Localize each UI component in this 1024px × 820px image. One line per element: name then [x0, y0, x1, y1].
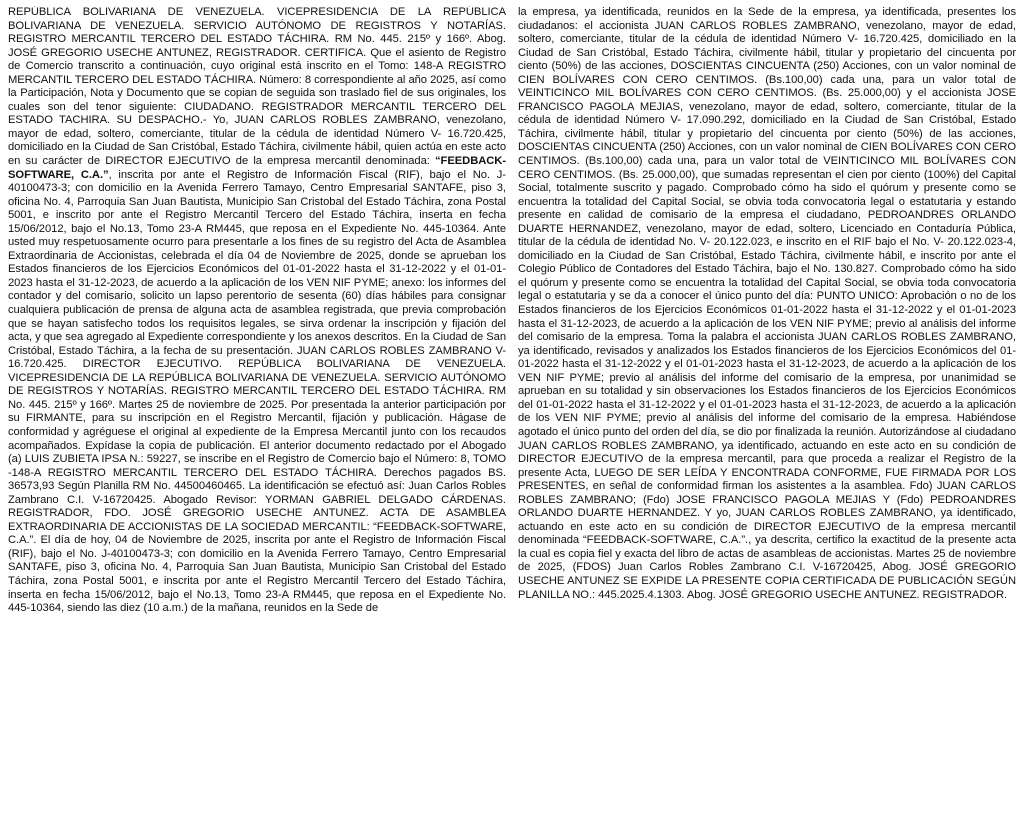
- left-column: [8, 6, 506, 816]
- notice-columns: [8, 6, 1016, 816]
- right-column-text: la empresa, ya identificada, reunidos en la Sede de la empresa, ya identificada, presentes los ciudadanos: el accionista JUAN CARLOS ROBLES ZAMBRANO, venezolano, mayor de edad, soltero, comerciante, titular de la cédula de identidad Número V- 16.720.425, domiciliado en la Ciudad de San Cristóbal, Estado Táchira, civilmente hábil, titular y propietario del cincuenta por ciento (50%) de las acciones, DOSCIENTAS CINCUENTA (250) Acciones, con un valor nominal de CIEN BOLÍVARES CON CERO CENTIMOS. (Bs.100,00) cada una, para un valor total de VEINTICINCO MIL BOLÍVARES CON CERO CENTIMOS. (Bs. 25.000,00) y el accionista JOSE FRANCISCO PAGOLA MEJIAS, venezolano, mayor de edad, soltero, comerciante, titular de la cédula de identidad Número V- 17.090.292, domiciliado en la Ciudad de San Cristóbal, Estado Táchira, civilmente hábil, titular y propietario del cincuenta por ciento (50%) de las acciones, DOSCIENTAS CINCUENTA (250) Acciones, con un valor nominal de CIEN BOLÍVARES CON CERO CENTIMOS. (Bs.100,00) cada una, para un valor total de VEINTICINCO MIL BOLÍVARES CON CERO CENTIMOS. (Bs. 25.000,00), que sumadas representan el cien por ciento (100%) del Capital Social, totalmente suscrito y pagado. Comprobado cómo ha sido el quórum y presente como se encuentra la totalidad del Capital Social, se obvia toda convocatoria legal o estatutaria y estando presente en calidad de comisario de la empresa el ciudadano, PEDROANDRES ORLANDO DUARTE HERNANDEZ, venezolano, mayor de edad, soltero, Licenciado en Contaduría Pública, titular de la cédula de identidad No. V- 20.122.023, e inscrito en el RIF bajo el No. V- 20.122.023-4, domiciliado en la Ciudad de San Cristóbal, Estado Táchira, civilmente hábil, e inscrito por ante el Colegio Público de Contadores del Estado Táchira, bajo el No. 130.827. Comprobado cómo ha sido el quórum y presente como se encuentra la totalidad del Capital Social, se obvia toda convocatoria legal o estatutaria y se da a conocer el único punto del día: PUNTO UNICO: Aprobación o no de los Estados financieros de los Ejercicios Económicos 01-01-2022 hasta el 31-12-2022 y el 01-01-2023 hasta el 31-12-2023, de acuerdo a la aplicación de los VEN NIF PYME; previo al análisis del informe del comisario de la empresa. Toma la palabra el accionista JUAN CARLOS ROBLES ZAMBRANO, ya identificado, revisados y analizados los Estados financieros de los Ejercicios Económicos del 01-01-2022 hasta el 31-12-2022 y el 01-01-2023 hasta el 31-12-2023, de acuerdo a la aplicación de los VEN NIF PYME; previo al análisis del informe del comisario de la empresa, por unanimidad se aprueban en su totalidad y sin observaciones los Estados financieros de los Ejercicios Económicos del 01-01-2022 hasta el 31-12-2022 y el 01-01-2023 hasta el 31-12-2023, de acuerdo a la aplicación de los VEN NIF PYME; previo al análisis del informe del comisario de la empresa. Habiéndose agotado el único punto del orden del día, se dio por finalizada la reunión. Autorizándose al ciudadano JUAN CARLOS ROBLES ZAMBRANO, ya identificado, actuando en este acto en su condición de DIRECTOR EJECUTIVO de la empresa mercantil, para que proceda a realizar el Registro de la presente Acta, LUEGO DE SER LEÍDA Y ENCONTRADA CONFORME, FUE FIRMADA POR LOS PRESENTES, en señal de conformidad firman los asistentes a la asamblea. Fdo) JUAN CARLOS ROBLES ZAMBRANO; (Fdo) JOSE FRANCISCO PAGOLA MEJIAS Y (Fdo) PEDROANDRES ORLANDO DUARTE HERNANDEZ. Y yo, JUAN CARLOS ROBLES ZAMBRANO, ya identificado, actuando en este acto en su condición de DIRECTOR EJECUTIVO de la empresa mercantil denominada “FEEDBACK-SOFTWARE, C.A.”., ya descrita, certifico la exactitud de la presente acta la cual es copia fiel y exacta del libro de actas de asambleas de accionistas. Martes 25 de noviembre de 2025, (FDOS) Juan Carlos Robles Zambrano C.I. V-16720425, Abog. JOSÉ GREGORIO USECHE ANTUNEZ SE EXPIDE LA PRESENTE COPIA CERTIFICADA DE PUBLICACIÓN SEGÚN PLANILLA NO.: 445.2025.4.1303. Abog. JOSÉ GREGORIO USECHE ANTUNEZ. REGISTRADOR.: [518, 6, 1016, 601]
- company-name-bold: “FEEDBACK-SOFTWARE, C.A.”: [8, 155, 506, 181]
- left-text-part-2: , inscrita por ante el Registro de Información Fiscal (RIF), bajo el No. J-40100473-3; con domicilio en la Avenida Ferrero Tamayo, Centro Empresarial SANTAFE, piso 3, oficina No. 4, Parroquia San Juan Bautista, Municipio San Cristobal del Estado Táchira, zona Postal 5001, e inscrito por ante el Registro Mercantil Tercero del Estado Táchira, inserta en fecha 15/06/2012, bajo el No.13, Tomo 23-A RM445, que reposa en el Expediente No. 445-10364. Ante usted muy respetuosamente ocurro para presentarle a los fines de su registro del Acta de Asamblea Extraordinaria de Accionistas, celebrada el día 04 de Noviembre de 2025, donde se aprueban los Estados financieros de los Ejercicios Económicos del 01-01-2022 hasta el 31-12-2022 y el 01-01-2023 hasta el 31-12-2023, de acuerdo a la aplicación de los VEN NIF PYME; anexo: los informes del contador y del comisario, solicito un lapso perentorio de sesenta (60) días hábiles para consignar cualquiera publicación de prensa de alguna acta de asamblea registrada, que previa comprobación que se hayan satisfecho todos los requisitos legales, se sirva ordenar la inscripción y fijación del acta, y que sea agregado al Expediente correspondiente y los anexos descritos. En la Ciudad de San Cristóbal, Estado Táchira, a la fecha de su presentación. JUAN CARLOS ROBLES ZAMBRANO V- 16.720.425. DIRECTOR EJECUTIVO. REPÚBLICA BOLIVARIANA DE VENEZUELA. VICEPRESIDENCIA DE LA REPÚBLICA BOLIVARIANA DE VENEZUELA. SERVICIO AUTÓNOMO DE REGISTROS Y NOTARÍAS. REGISTRO MERCANTIL TERCERO DEL ESTADO TÁCHIRA. RM No. 445. 215º y 166º. Martes 25 de noviembre de 2025. Por presentada la anterior participación por su FIRMANTE, para su inscripción en el Registro Mercantil, fijación y publicación. Hágase de conformidad y agréguese el original al expediente de la Empresa Mercantil junto con los recaudos acompañados. Expídase la copia de publicación. El anterior documento redactado por el Abogado (a) LUIS ZUBIETA IPSA N.: 59227, se inscribe en el Registro de Comercio bajo el Número: 8, TOMO -148-A REGISTRO MERCANTIL TERCERO DEL ESTADO TÁCHIRA. Derechos pagados BS. 36573,93 Según Planilla RM No. 44500460465. La identificación se efectuó así: Juan Carlos Robles Zambrano C.I. V-16720425. Abogado Revisor: YORMAN GABRIEL DELGADO CÁRDENAS. REGISTRADOR, FDO. JOSÉ GREGORIO USECHE ANTUNEZ. ACTA DE ASAMBLEA EXTRAORDINARIA DE ACCIONISTAS DE LA SOCIEDAD MERCANTIL: “FEEDBACK-SOFTWARE, C.A.”. El día de hoy, 04 de Noviembre de 2025, inscrita por ante el Registro de Información Fiscal (RIF), bajo el No. J-40100473-3; con domicilio en la Avenida Ferrero Tamayo, Centro Empresarial SANTAFE, piso 3, oficina No. 4, Parroquia San Juan Bautista, Municipio San Cristobal del Estado Táchira, zona Postal 5001, e inscrita por ante el Registro Mercantil Tercero del Estado Táchira, inserta en fecha 15/06/2012, bajo el No.13, Tomo 23-A RM445, que reposa en el Expediente No. 445-10364, siendo las diez (10 a.m.) de la mañana, reunidos en la Sede de: [8, 168, 506, 615]
- left-text-part-1: REPÚBLICA BOLIVARIANA DE VENEZUELA. VICEPRESIDENCIA DE LA REPÚBLICA BOLIVARIANA DE VENEZUELA. SERVICIO AUTÓNOMO DE REGISTROS Y NOTARÍAS. REGISTRO MERCANTIL TERCERO DEL ESTADO TÁCHIRA. RM No. 445. 215º y 166º. Abog. JOSÉ GREGORIO USECHE ANTUNEZ, REGISTRADOR. CERTIFICA. Que el asiento de Registro de Comercio transcrito a continuación, cuyo original está inscrito en el Tomo: 148-A REGISTRO MERCANTIL TERCERO DEL ESTADO TÁCHIRA. Número: 8 correspondiente al año 2025, así como la Participación, Nota y Documento que se copian de seguida son traslado fiel de sus originales, los cuales son del tenor siguiente: CIUDADANO. REGISTRADOR MERCANTIL TERCERO DEL ESTADO TACHIRA. SU DESPACHO.- Yo, JUAN CARLOS ROBLES ZAMBRANO, venezolano, mayor de edad, soltero, comerciante, titular de la cédula de identidad Número V- 16.720.425, domiciliado en la Ciudad de San Cristóbal, Estado Táchira, civilmente hábil, quien actúa en este acto en su carácter de DIRECTOR EJECUTIVO de la empresa mercantil denominada:: [8, 6, 506, 168]
- left-column-text: [8, 6, 506, 616]
- right-column: [518, 6, 1016, 816]
